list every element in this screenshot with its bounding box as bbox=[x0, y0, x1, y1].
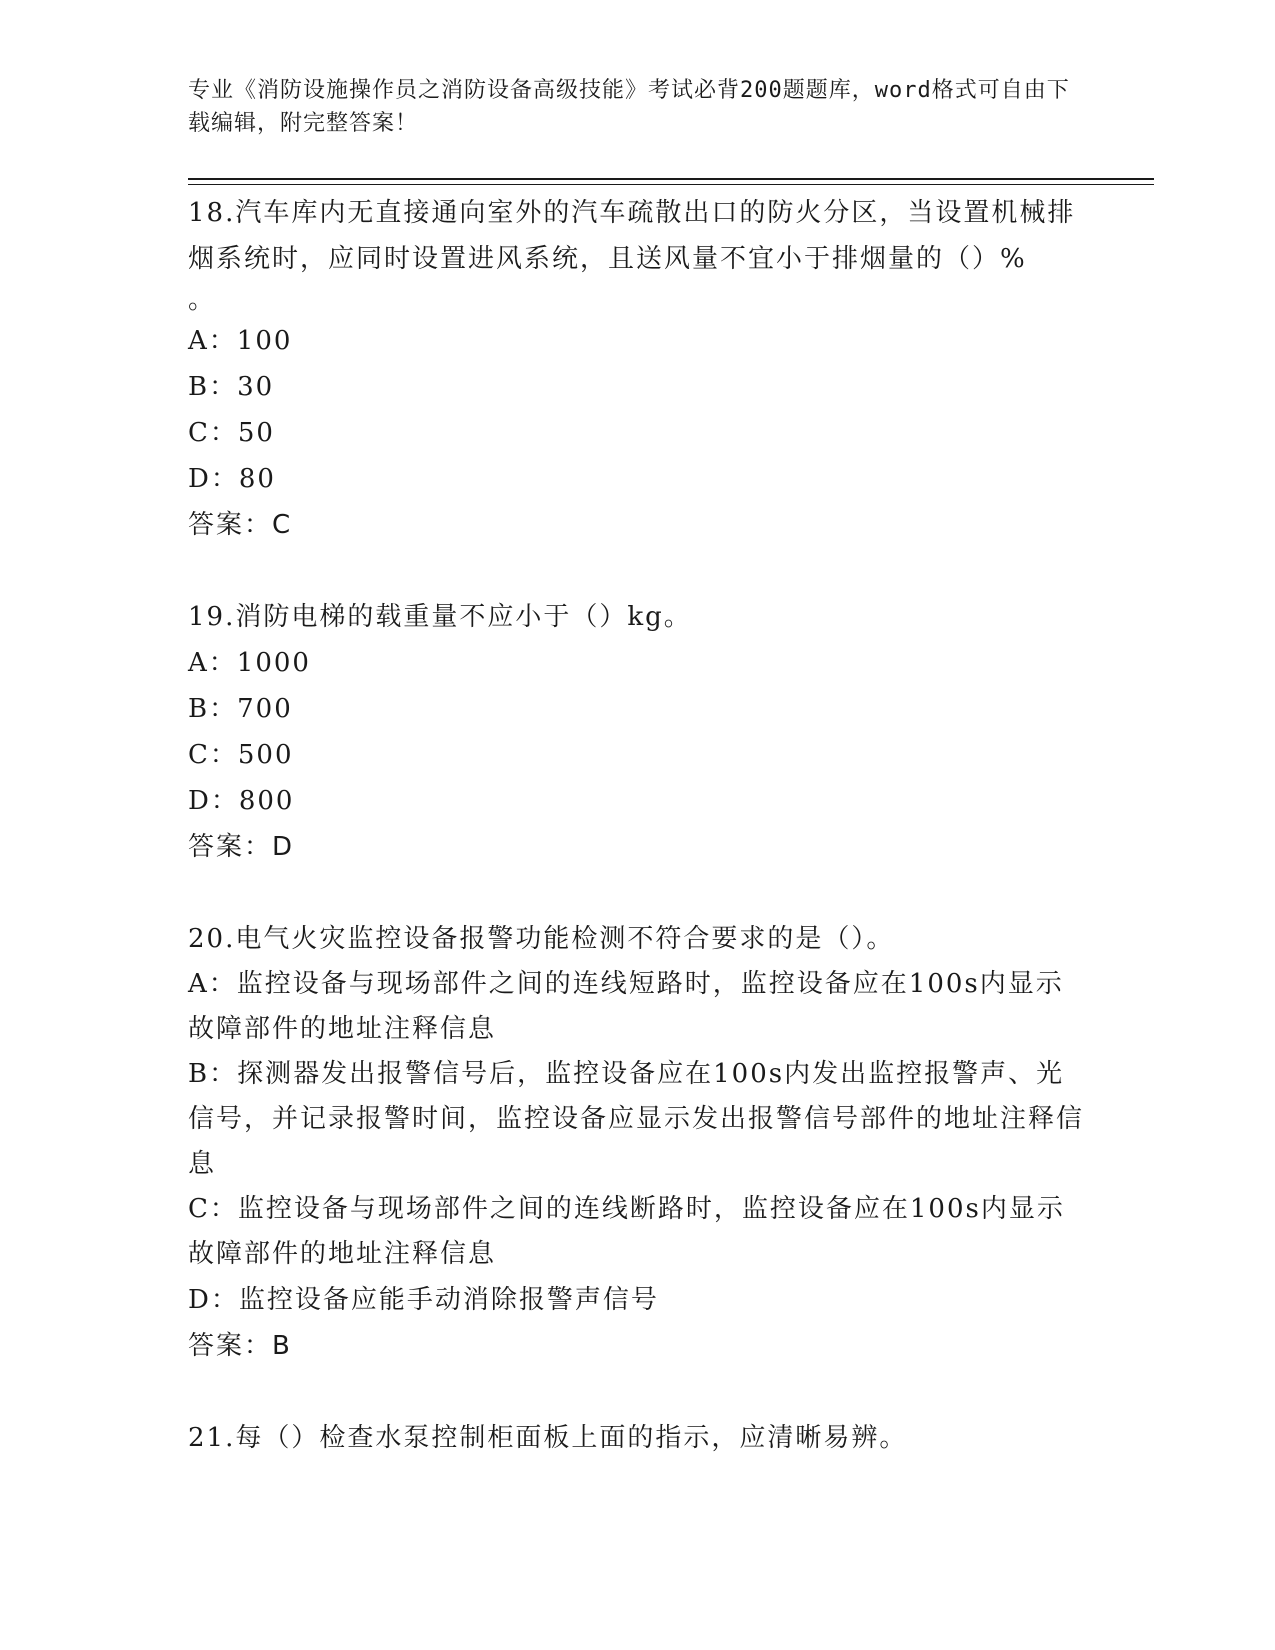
question-stem-tail: 。 bbox=[188, 285, 217, 315]
option-d: D：监控设备应能手动消除报警声信号 bbox=[188, 1285, 659, 1315]
document-header bbox=[188, 74, 1088, 140]
option-b: B：700 bbox=[188, 694, 293, 724]
option-a: A：1000 bbox=[188, 648, 311, 678]
question-19 bbox=[188, 594, 1088, 870]
question-21 bbox=[188, 1415, 1088, 1461]
question-18 bbox=[188, 190, 1088, 548]
option-a: A：监控设备与现场部件之间的连线短路时，监控设备应在100s内显示故障部件的地址注释信息 bbox=[188, 969, 1064, 1044]
header-divider-thick bbox=[188, 178, 1154, 180]
option-a: A：100 bbox=[188, 326, 293, 356]
header-divider-thin bbox=[188, 184, 1154, 185]
question-stem: 18.汽车库内无直接通向室外的汽车疏散出口的防火分区，当设置机械排烟系统时，应同时设置进风系统，且送风量不宜小于排烟量的（）% 。 bbox=[188, 190, 1088, 318]
option-d: D：800 bbox=[188, 786, 295, 816]
answer: 答案：B bbox=[188, 1331, 292, 1361]
spacer bbox=[188, 870, 1088, 916]
answer: 答案：D bbox=[188, 832, 295, 862]
question-20 bbox=[188, 916, 1088, 1369]
header-text: 专业《消防设施操作员之消防设备高级技能》考试必背200题题库，word格式可自由下载编辑，附完整答案！ bbox=[188, 78, 1070, 136]
option-c: C：50 bbox=[188, 418, 275, 448]
question-list bbox=[188, 190, 1088, 1461]
spacer bbox=[188, 1369, 1088, 1415]
option-b: B：30 bbox=[188, 372, 275, 402]
option-d: D：80 bbox=[188, 464, 276, 494]
option-c: C：监控设备与现场部件之间的连线断路时，监控设备应在100s内显示故障部件的地址注释信息 bbox=[188, 1194, 1065, 1269]
spacer bbox=[188, 548, 1088, 594]
answer: 答案：C bbox=[188, 510, 293, 540]
question-stem: 19.消防电梯的载重量不应小于（）kg。 bbox=[188, 602, 692, 632]
option-c: C：500 bbox=[188, 740, 294, 770]
question-stem: 20.电气火灾监控设备报警功能检测不符合要求的是（）。 bbox=[188, 924, 895, 954]
question-stem: 21.每（）检查水泵控制柜面板上面的指示，应清晰易辨。 bbox=[188, 1423, 908, 1453]
option-b: B：探测器发出报警信号后，监控设备应在100s内发出监控报警声、光信号，并记录报警时间，监控设备应显示发出报警信号部件的地址注释信息 bbox=[188, 1059, 1085, 1179]
